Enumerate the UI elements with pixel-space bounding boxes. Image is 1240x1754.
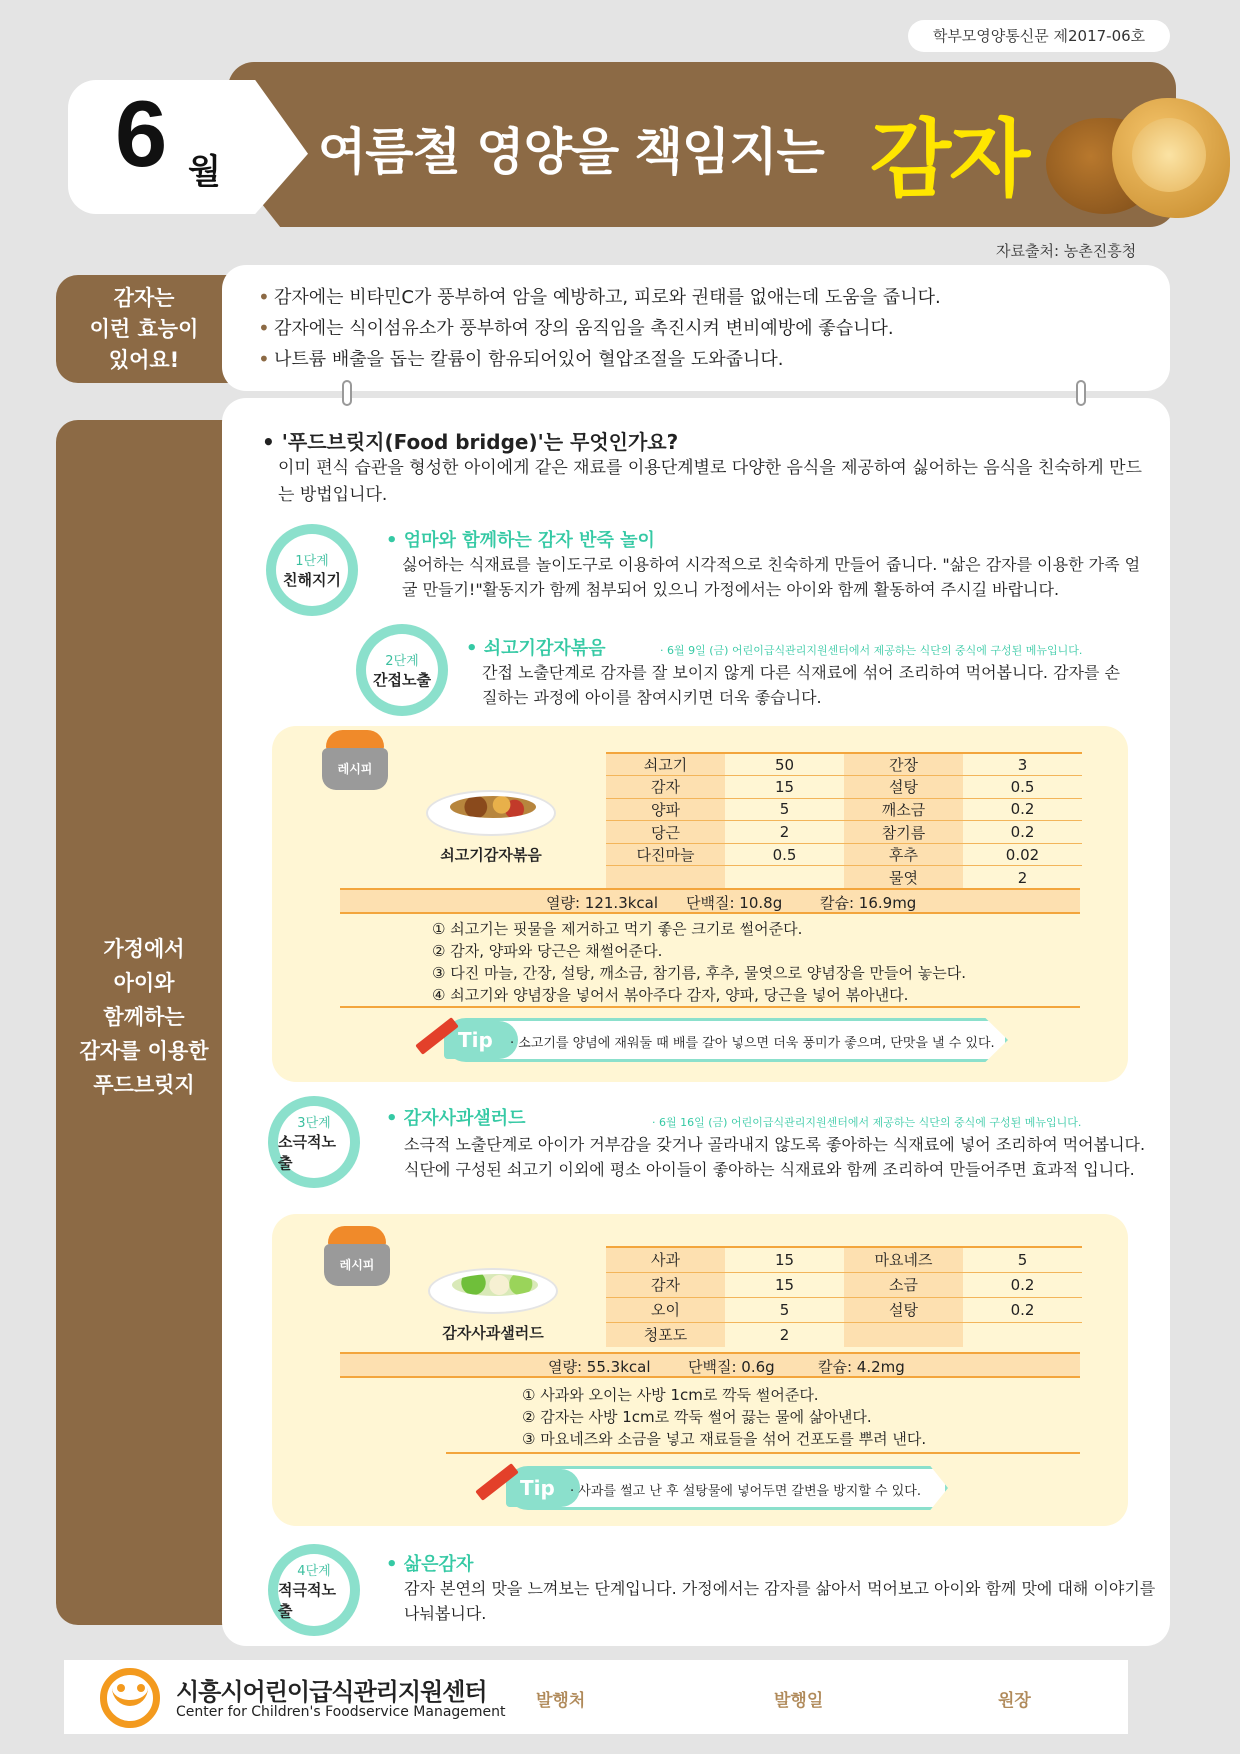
benefits-side-panel [56,275,232,383]
recipe-dish-name: 감자사과샐러드 [442,1324,544,1342]
ingredient-name: 감자 [606,776,725,799]
table-row [606,866,1082,889]
ingredient-amount: 5 [725,798,844,821]
table-row [606,1247,1082,1272]
calcium: 칼슘: 4.2mg [818,1358,905,1376]
stage-title-text: 감자사과샐러드 [403,1108,526,1129]
ingredient-amount [725,866,844,889]
org-name-korean: 시흥시어린이급식관리지원센터 [176,1678,487,1706]
ingredient-name: 사과 [606,1247,725,1272]
stage-number: 2단계 [385,654,419,669]
org-name-english: Center for Children's Foodservice Management [176,1704,506,1720]
stage-description: 소극적 노출단계로 아이가 거부감을 갖거나 골라내지 않도록 좋아하는 식재료에 넣어 조리하여 먹어봅니다. 식단에 구성된 쇠고기 이외에 평소 아이들이 좋아하는 식재료와 함께 조리하여 만들어주면 효과적 입니다. [404,1135,1146,1179]
ingredient-amount: 5 [725,1297,844,1322]
ingredient-name: 물엿 [844,866,963,889]
ingredient-name: 간장 [844,753,963,776]
stage-name: 친해지기 [283,571,341,589]
ingredient-amount: 0.02 [963,843,1082,866]
benefit-item: • 나트륨 배출을 돕는 칼륨이 함유되어있어 혈압조절을 도와줍니다. [258,344,1170,375]
table-row [606,753,1082,776]
table-row [606,843,1082,866]
tip-text: · 사과를 썰고 난 후 설탕물에 넣어두면 갈변을 방지할 수 있다. [570,1484,921,1499]
ingredient-amount: 15 [725,1272,844,1297]
ingredient-name: 양파 [606,798,725,821]
ring-hook-icon [1076,380,1086,406]
side-label-line: 푸드브릿지 [93,1073,195,1097]
ingredient-amount: 0.2 [963,821,1082,844]
ingredient-amount: 2 [725,1322,844,1347]
calcium: 칼슘: 16.9mg [820,894,917,912]
side-label-line: 함께하는 [103,1005,185,1029]
ingredient-amount: 0.2 [963,1272,1082,1297]
stage-name: 적극적노출 [278,1580,336,1620]
director-label: 원장 [998,1691,1031,1711]
benefit-item: • 감자에는 비타민C가 풍부하여 암을 예방하고, 피로와 권태를 없애는데 도움을 줍니다. [258,282,1170,313]
divider [446,1452,1080,1454]
stage-description: 간접 노출단계로 감자를 잘 보이지 않게 다른 식재료에 섞어 조리하여 먹어봅니다. 감자를 손질하는 과정에 아이를 참여시키면 더욱 좋습니다. [482,663,1120,707]
pot-icon [318,730,394,792]
divider [340,1006,1080,1008]
stage-note: · 6월 9일 (금) 어린이급식관리지원센터에서 제공하는 식단의 중식에 구성된 메뉴입니다. [660,644,1083,657]
source-credit: 자료출처: 농촌진흥청 [996,242,1137,260]
protein: 단백질: 0.6g [688,1358,775,1376]
recipe-dish-name: 쇠고기감자볶음 [440,846,542,864]
ingredient-name [606,866,725,889]
tip-badge: Tip [506,1469,580,1507]
recipe-step: ① 쇠고기는 핏물을 제거하고 먹기 좋은 크기로 썰어준다. [432,920,803,938]
stage-title: • 쇠고기감자볶음 [466,638,606,659]
nutrition-bar [340,1352,1080,1378]
stage-description: 감자 본연의 맛을 느껴보는 단계입니다. 가정에서는 감자를 삶아서 먹어보고 아이와 함께 맛에 대해 이야기를 나눠봅니다. [404,1579,1156,1623]
protein: 단백질: 10.8g [686,894,783,912]
dish-icon [428,1268,558,1314]
month-unit: 월 [188,152,221,192]
ingredient-name: 다진마늘 [606,843,725,866]
side-label-line: 가정에서 [103,937,185,961]
ingredient-amount: 0.5 [963,776,1082,799]
page-title: 여름철 영양을 책임지는 [318,123,824,181]
ingredient-name: 깨소금 [844,798,963,821]
ingredient-name [844,1322,963,1347]
page-title-emphasis: 감자 [870,110,1029,208]
ingredient-name: 소금 [844,1272,963,1297]
ingredient-amount: 15 [725,776,844,799]
stage-name: 간접노출 [373,671,431,689]
recipe-step: ③ 마요네즈와 소금을 넣고 재료들을 섞어 건포도를 뿌려 낸다. [522,1430,927,1448]
stage-number: 3단계 [297,1115,331,1131]
publish-date-label: 발행일 [774,1691,824,1711]
ingredient-name: 설탕 [844,1297,963,1322]
ingredient-amount [963,1322,1082,1347]
ingredient-name: 후추 [844,843,963,866]
ingredient-name: 마요네즈 [844,1247,963,1272]
tip-text: · 소고기를 양념에 재워둘 때 배를 갈아 넣으면 더욱 풍미가 좋으며, 단맛을 낼 수 있다. [510,1036,995,1051]
stage-title: • 삶은감자 [386,1554,474,1575]
ingredient-name: 감자 [606,1272,725,1297]
recipe-step: ② 감자는 사방 1cm로 깍둑 썰어 끓는 물에 삶아낸다. [522,1408,872,1426]
recipe-steps [432,918,966,1006]
ingredient-amount: 5 [963,1247,1082,1272]
question-text: '푸드브릿지(Food bridge)'는 무엇인가요? [281,430,679,454]
stage-title: • 감자사과샐러드 [386,1108,526,1129]
table-row [606,1297,1082,1322]
stage-description: 싫어하는 식재료를 놀이도구로 이용하여 시각적으로 친숙하게 만들어 줍니다. "삶은 감자를 이용한 가족 얼굴 만들기!"활동지가 함께 첨부되어 있으니 가정에서는 아이와 함께 활동하여 주시길 바랍니다. [402,555,1141,599]
benefits-card [222,265,1170,391]
ingredient-amount: 50 [725,753,844,776]
recipe-badge: 레시피 [324,1244,390,1286]
calories: 열량: 121.3kcal [546,894,659,912]
recipe-step: ③ 다진 마늘, 간장, 설탕, 깨소금, 참기름, 후추, 물엿으로 양념장을 만들어 놓는다. [432,964,966,982]
ring-hook-icon [342,380,352,406]
stage-badge [268,1096,360,1188]
side-label-line: 아이와 [113,971,175,995]
question-title: • '푸드브릿지(Food bridge)'는 무엇인가요? [262,430,679,454]
benefit-item: • 감자에는 식이섬유소가 풍부하여 장의 움직임을 촉진시켜 변비예방에 좋습니다. [258,313,1170,344]
table-row [606,776,1082,799]
ingredient-amount: 0.2 [963,798,1082,821]
stage-name: 소극적노출 [278,1132,336,1172]
month-number: 6 [115,81,168,186]
side-label-line: 있어요! [108,348,180,372]
publisher-label: 발행처 [536,1691,586,1711]
ingredient-amount: 0.2 [963,1297,1082,1322]
pot-icon [320,1226,396,1288]
ingredient-name: 오이 [606,1297,725,1322]
stage-title-text: 삶은감자 [403,1554,474,1575]
recipe-step: ④ 쇠고기와 양념장을 넣어서 볶아주다 감자, 양파, 당근을 넣어 볶아낸다. [432,986,909,1004]
foodbridge-side-panel [56,420,232,1625]
side-label-line: 감자는 [113,286,175,310]
stage-badge [266,524,358,616]
ingredient-name: 쇠고기 [606,753,725,776]
tip-badge: Tip [444,1021,518,1059]
side-label-line: 이런 효능이 [89,317,199,341]
recipe-step: ② 감자, 양파와 당근은 채썰어준다. [432,942,663,960]
ingredient-name: 설탕 [844,776,963,799]
question-answer: 이미 편식 습관을 형성한 아이에게 같은 재료를 이용단계별로 다양한 음식을 제공하여 싫어하는 음식을 친숙하게 만드는 방법입니다. [278,458,1142,505]
issue-number: 학부모영양통신문 제2017-06호 [908,20,1170,52]
stage-title-text: 엄마와 함께하는 감자 반죽 놀이 [403,530,655,551]
table-row [606,1272,1082,1297]
ingredient-name: 당근 [606,821,725,844]
stage-note: · 6월 16일 (금) 어린이급식관리지원센터에서 제공하는 식단의 중식에 구성된 메뉴입니다. [652,1116,1082,1129]
ingredient-amount: 3 [963,753,1082,776]
ingredient-name: 참기름 [844,821,963,844]
stage-badge [356,624,448,716]
recipe-badge: 레시피 [322,748,388,790]
table-row [606,798,1082,821]
calories: 열량: 55.3kcal [548,1358,651,1376]
ingredient-name: 청포도 [606,1322,725,1347]
ingredient-amount: 15 [725,1247,844,1272]
dish-icon [426,790,556,836]
stage-number: 4단계 [297,1563,331,1579]
ingredient-amount: 0.5 [725,843,844,866]
ingredient-table [606,752,1082,889]
ingredient-amount: 2 [725,821,844,844]
stage-badge [268,1544,360,1636]
ingredient-amount: 2 [963,866,1082,889]
stage-title-text: 쇠고기감자볶음 [483,638,606,659]
table-row [606,821,1082,844]
table-row [606,1322,1082,1347]
stage-number: 1단계 [295,554,329,569]
recipe-step: ① 사과와 오이는 사방 1cm로 깍둑 썰어준다. [522,1386,819,1404]
nutrition-bar [340,888,1080,914]
recipe-steps [522,1384,926,1450]
ingredient-table [606,1246,1082,1347]
potato-cut-illustration [1132,118,1206,192]
stage-title: • 엄마와 함께하는 감자 반죽 놀이 [386,530,655,551]
side-label-line: 감자를 이용한 [79,1039,209,1063]
